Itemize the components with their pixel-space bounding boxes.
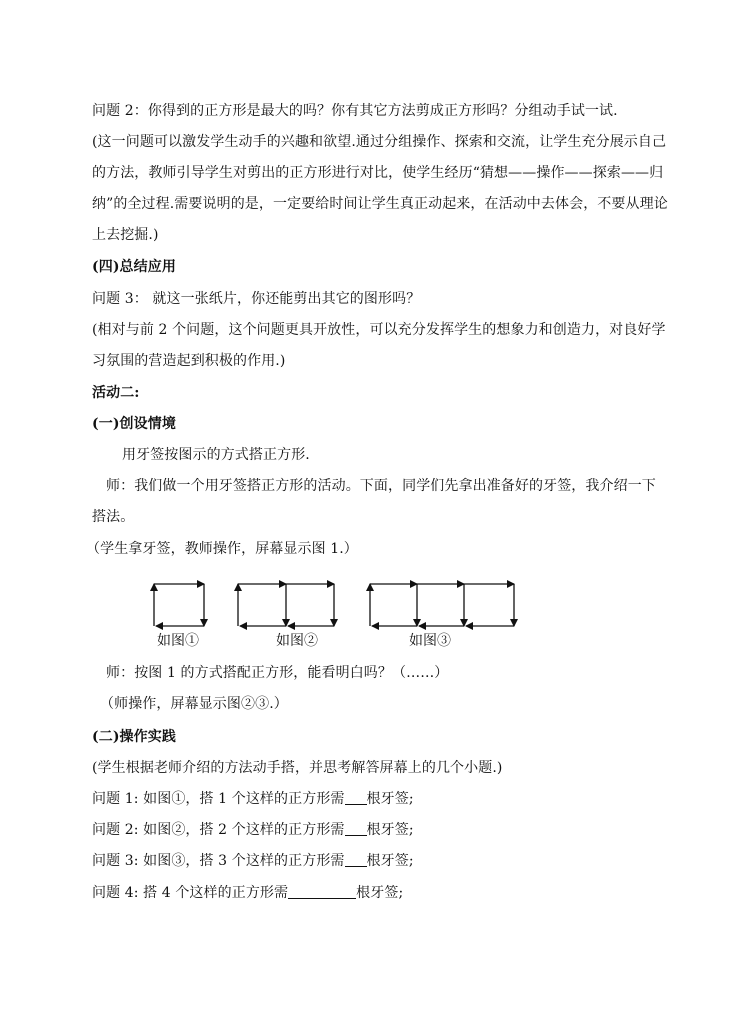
answer-blank-3 (345, 852, 367, 867)
question-1-text: 问题 1: 如图①，搭 1 个这样的正方形需 (92, 791, 345, 807)
activity-2-heading: 活动二: (92, 385, 140, 401)
toothpick-figure-2 (232, 578, 342, 632)
question-row-3 (92, 851, 414, 871)
section-heading-summary: (四)总结应用 (92, 259, 176, 275)
question-3-text: 问题 3: 如图③，搭 3 个这样的正方形需 (92, 853, 345, 869)
question-3-suffix: 根牙签; (366, 853, 414, 869)
question-row-1 (92, 789, 414, 809)
sub-heading-scenario: (一)创设情境 (92, 416, 176, 432)
figure-3-squares (364, 578, 522, 632)
toothpick-figure-1 (148, 578, 212, 632)
note-line-6: 习氛围的营造起到积极的作用.) (92, 353, 286, 369)
teacher-line-1: 师：我们做一个用牙签搭正方形的活动。下面，同学们先拿出准备好的牙签，我介绍一下 (106, 478, 656, 494)
teacher-line-2: 搭法。 (92, 509, 135, 525)
sub-heading-practice: (二)操作实践 (92, 729, 176, 745)
question-2-suffix: 根牙签; (366, 822, 414, 838)
practice-note: (学生根据老师介绍的方法动手搭，并思考解答屏幕上的几个小题.) (92, 760, 503, 776)
answer-blank-4 (288, 884, 356, 899)
question-row-2 (92, 820, 414, 840)
answer-blank-1 (345, 790, 367, 805)
figure-3-caption: 如图③ (409, 633, 451, 649)
question-1-suffix: 根牙签; (366, 791, 414, 807)
answer-blank-2 (345, 821, 367, 836)
figure-2-caption: 如图② (276, 633, 318, 649)
question-3: 问题 3： 就这一张纸片，你还能剪出其它的图形吗？ (92, 291, 421, 307)
note-line-4: 上去挖掘.) (92, 227, 159, 243)
paren-line-2: （师操作，屏幕显示图②③.） (100, 696, 288, 712)
intro-line: 用牙签按图示的方式搭正方形. (122, 447, 310, 463)
note-line-1: (这一问题可以激发学生动手的兴趣和欲望.通过分组操作、探索和交流，让学生充分展示自己 (92, 134, 667, 150)
teacher-line-3: 师：按图 1 的方式搭配正方形，能看明白吗？（……） (106, 665, 449, 681)
figure-2-squares (232, 578, 342, 632)
note-line-2: 的方法，教师引导学生对剪出的正方形进行对比，使学生经历“猜想——操作——探索——归 (92, 165, 664, 181)
question-2-text: 问题 2: 如图②，搭 2 个这样的正方形需 (92, 822, 345, 838)
figure-1-squares (148, 578, 212, 632)
note-line-3: 纳”的全过程.需要说明的是，一定要给时间让学生真正动起来，在活动中去体会，不要从理论 (92, 196, 668, 212)
note-line-5: (相对与前 2 个问题，这个问题更具开放性，可以充分发挥学生的想象力和创造力，对良好学 (92, 322, 666, 338)
toothpick-figure-3 (364, 578, 522, 632)
question-row-4 (92, 883, 403, 903)
question-4-text: 问题 4: 搭 4 个这样的正方形需 (92, 885, 289, 901)
question-2: 问题 2：你得到的正方形是最大的吗？你有其它方法剪成正方形吗？分组动手试一试. (92, 103, 618, 119)
question-4-suffix: 根牙签; (356, 885, 404, 901)
figure-1-caption: 如图① (157, 633, 199, 649)
paren-line-1: （学生拿牙签，教师操作，屏幕显示图 1.） (86, 541, 358, 557)
